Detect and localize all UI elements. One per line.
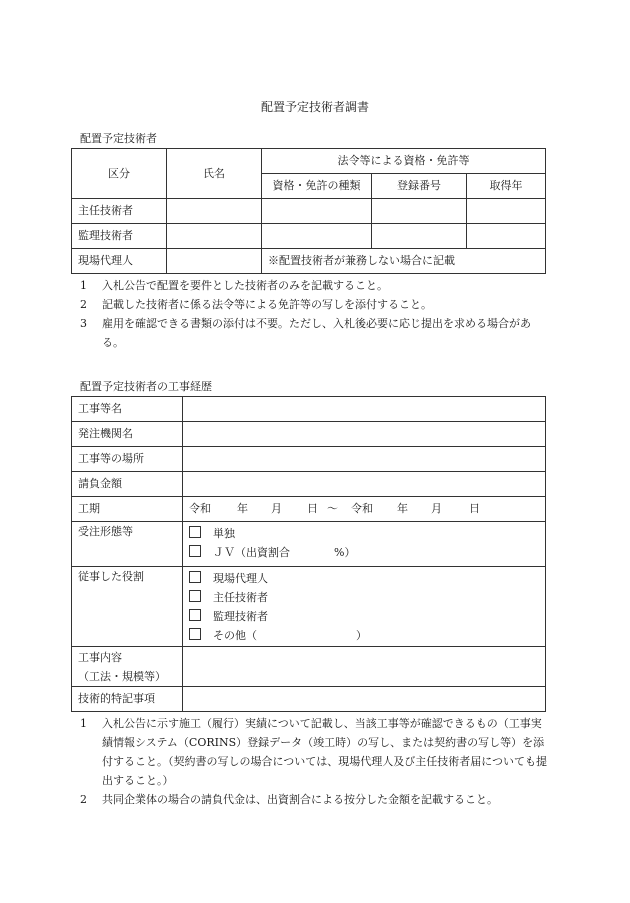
row-label: 現場代理人 [72,249,167,274]
work-history-table [71,396,546,712]
checkbox-icon[interactable] [189,609,201,621]
period-value[interactable]: 令和 年 月 日 ～ 令和 年 月 日 [183,497,546,522]
checkbox-icon[interactable] [189,628,201,640]
name-cell[interactable] [167,199,262,224]
special-label: 技術的特記事項 [72,687,183,712]
col-license-type-header: 資格・免許の種類 [262,174,372,199]
option-jv[interactable]: ＪＶ（出資割合 %） [189,543,539,562]
license-type-cell[interactable] [262,199,372,224]
contract-type-options [183,522,546,567]
col-name-header: 氏名 [167,149,262,199]
document-title: 配置予定技術者調書 [260,100,369,114]
role-label: 従事した役割 [72,567,183,647]
option-other[interactable]: その他（ ） [189,626,539,645]
project-name-label: 工事等名 [72,397,183,422]
technician-table [71,148,546,274]
table-row [72,249,546,274]
col-reg-no-header: 登録番号 [372,174,467,199]
special-value[interactable] [183,687,546,712]
option-chief-engineer[interactable]: 主任技術者 [189,588,539,607]
reg-no-cell[interactable] [372,224,467,249]
section1-notes [80,276,550,352]
name-cell[interactable] [167,224,262,249]
content-value[interactable] [183,647,546,687]
row-label: 監理技術者 [72,224,167,249]
note-item: 3 雇用を確認できる書類の添付は不要。ただし、入札後必要に応じ提出を求める場合がある。 [80,317,531,349]
checkbox-icon[interactable] [189,590,201,602]
section1-heading: 配置予定技術者 [80,132,157,145]
section2-notes [80,714,550,809]
client-value[interactable] [183,422,546,447]
checkbox-icon[interactable] [189,545,201,557]
year-cell[interactable] [467,199,546,224]
agent-note: ※配置技術者が兼務しない場合に記載 [262,249,546,274]
client-label: 発注機関名 [72,422,183,447]
table-row [72,224,546,249]
content-label: 工事内容 （工法・規模等） [72,647,183,687]
contract-amount-value[interactable] [183,472,546,497]
col-license-group-header: 法令等による資格・免許等 [262,149,546,174]
name-cell[interactable] [167,249,262,274]
location-label: 工事等の場所 [72,447,183,472]
col-year-header: 取得年 [467,174,546,199]
role-options [183,567,546,647]
contract-type-label: 受注形態等 [72,522,183,567]
contract-amount-label: 請負金額 [72,472,183,497]
project-name-value[interactable] [183,397,546,422]
option-site-agent[interactable]: 現場代理人 [189,569,539,588]
license-type-cell[interactable] [262,224,372,249]
note-item: 2 共同企業体の場合の請負代金は、出資割合による按分した金額を記載すること。 [80,793,498,806]
location-value[interactable] [183,447,546,472]
year-cell[interactable] [467,224,546,249]
reg-no-cell[interactable] [372,199,467,224]
option-single[interactable]: 単独 [189,524,539,543]
checkbox-icon[interactable] [189,526,201,538]
option-supervising-engineer[interactable]: 監理技術者 [189,607,539,626]
note-item: 1 入札公告に示す施工（履行）実績について記載し、当該工事等が確認できるもの（工事実績情報システム（CORINS）登録データ（竣工時）の写し、または契約書の写し等）を添付すること。（契約書の写しの場合については、現場代理人及び主任技術者届についても提出すること。） [80,717,548,787]
checkbox-icon[interactable] [189,571,201,583]
table-row [72,199,546,224]
note-item: 1 入札公告で配置を要件とした技術者のみを記載すること。 [80,279,388,292]
col-category-header: 区分 [72,149,167,199]
section2-heading: 配置予定技術者の工事経歴 [80,380,212,393]
note-item: 2 記載した技術者に係る法令等による免許等の写しを添付すること。 [80,298,432,311]
row-label: 主任技術者 [72,199,167,224]
period-label: 工期 [72,497,183,522]
